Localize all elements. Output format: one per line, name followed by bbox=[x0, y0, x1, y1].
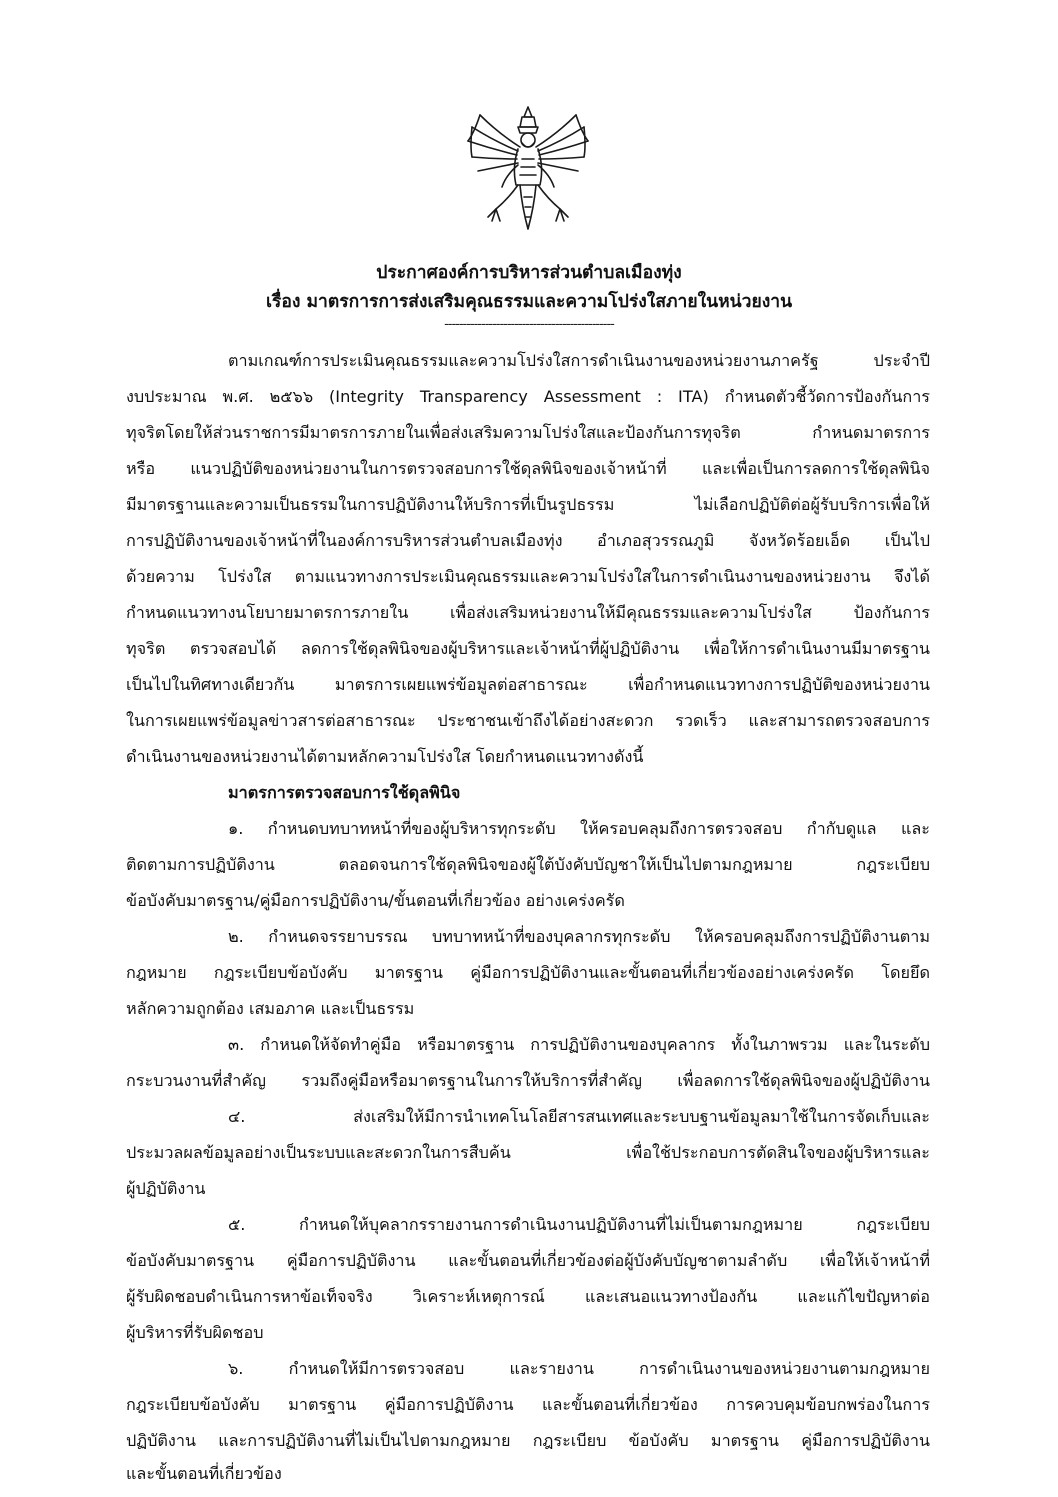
announcement-subject: เรื่อง มาตรการการส่งเสริมคุณธรรมและความโปร่งใสภายในหน่วยงาน bbox=[265, 292, 793, 312]
intro-line: หรือ แนวปฏิบัติของหน่วยงานในการตรวจสอบการใช้ดุลพินิจของเจ้าหน้าที่ และเพื่อเป็นการลดการใช้ดุลพินิจ bbox=[126, 459, 930, 478]
item-6-line: ปฏิบัติงาน และการปฏิบัติงานที่ไม่เป็นไปตามกฎหมาย กฎระเบียบ ข้อบังคับ มาตรฐาน คู่มือการปฏิบัติงาน bbox=[126, 1431, 930, 1450]
item-4-line: ประมวลผลข้อมูลอย่างเป็นระบบและสะดวกในการสืบค้น เพื่อใช้ประกอบการตัดสินใจของผู้บริหารและ bbox=[126, 1143, 930, 1162]
item-2-line: กฎหมาย กฎระเบียบข้อบังคับ มาตรฐาน คู่มือการปฏิบัติงานและขั้นตอนที่เกี่ยวข้องอย่างเคร่งครัด โดยยึด bbox=[126, 963, 930, 982]
item-4-line: ผู้ปฏิบัติงาน bbox=[126, 1179, 206, 1198]
item-2-line: หลักความถูกต้อง เสมอภาค และเป็นธรรม bbox=[126, 999, 415, 1018]
item-4-line: ๔. ส่งเสริมให้มีการนำเทคโนโลยีสารสนเทศและระบบฐานข้อมูลมาใช้ในการจัดเก็บและ bbox=[228, 1107, 930, 1126]
item-3-line: ๓. กำหนดให้จัดทำคู่มือ หรือมาตรฐาน การปฏิบัติงานของบุคลากร ทั้งในภาพรวม และในระดับ bbox=[228, 1035, 930, 1054]
item-3-line: กระบวนงานที่สำคัญ รวมถึงคู่มือหรือมาตรฐานในการให้บริการที่สำคัญ เพื่อลดการใช้ดุลพินิจของผู้ปฏิบัติงาน bbox=[126, 1071, 930, 1090]
item-5-line: ผู้รับผิดชอบดำเนินการหาข้อเท็จจริง วิเคราะห์เหตุการณ์ และเสนอแนวทางป้องกัน และแก้ไขปัญหาต่อ bbox=[126, 1287, 930, 1306]
intro-line: ดำเนินงานของหน่วยงานได้ตามหลักความโปร่งใส โดยกำหนดแนวทางดังนี้ bbox=[126, 747, 644, 766]
garuda-emblem-icon bbox=[462, 103, 594, 233]
intro-line: ทุจริต ตรวจสอบได้ ลดการใช้ดุลพินิจของผู้บริหารและเจ้าหน้าที่ผู้ปฏิบัติงาน เพื่อให้การดำเนินงานมีมาตรฐาน bbox=[126, 639, 930, 658]
item-5-line: ข้อบังคับมาตรฐาน คู่มือการปฏิบัติงาน และขั้นตอนที่เกี่ยวข้องต่อผู้บังคับบัญชาตามลำดับ เพื่อให้เจ้าหน้าที่ bbox=[126, 1251, 930, 1270]
announcement-title: ประกาศองค์การบริหารส่วนตำบลเมืองทุ่ง bbox=[376, 263, 682, 283]
item-6-line: ๖. กำหนดให้มีการตรวจสอบ และรายงาน การดำเนินงานของหน่วยงานตามกฎหมาย bbox=[228, 1359, 930, 1378]
item-1-line: ๑. กำหนดบทบาทหน้าที่ของผู้บริหารทุกระดับ ให้ครอบคลุมถึงการตรวจสอบ กำกับดูแล และ bbox=[228, 819, 930, 838]
intro-line: ทุจริตโดยให้ส่วนราชการมีมาตรการภายในเพื่อส่งเสริมความโปร่งใสและป้องกันการทุจริต กำหนดมาตรการ bbox=[126, 423, 930, 442]
intro-line: การปฏิบัติงานของเจ้าหน้าที่ในองค์การบริหารส่วนตำบลเมืองทุ่ง อำเภอสุวรรณภูมิ จังหวัดร้อยเอ็ด เป็นไป bbox=[126, 531, 930, 550]
intro-line: ตามเกณฑ์การประเมินคุณธรรมและความโปร่งใสการดำเนินงานของหน่วยงานภาครัฐ ประจำปี bbox=[228, 351, 930, 370]
intro-line: ด้วยความ โปร่งใส ตามแนวทางการประเมินคุณธรรมและความโปร่งใสในการดำเนินงานของหน่วยงาน จึงได้ bbox=[126, 567, 930, 586]
item-6-line: และขั้นตอนที่เกี่ยวข้อง bbox=[126, 1464, 282, 1483]
intro-line: มีมาตรฐานและความเป็นธรรมในการปฏิบัติงานให้บริการที่เป็นรูปธรรม ไม่เลือกปฏิบัติต่อผู้รับบริการเพื่อให้ bbox=[126, 495, 930, 514]
intro-line: ในการเผยแพร่ข้อมูลข่าวสารต่อสาธารณะ ประชาชนเข้าถึงได้อย่างสะดวก รวดเร็ว และสามารถตรวจสอบการ bbox=[126, 711, 930, 730]
title-separator: ---------------------------------------------- bbox=[444, 317, 614, 332]
item-2-line: ๒. กำหนดจรรยาบรรณ บทบาทหน้าที่ของบุคลากรทุกระดับ ให้ครอบคลุมถึงการปฏิบัติงานตาม bbox=[228, 927, 930, 946]
item-1-line: ข้อบังคับมาตรฐาน/คู่มือการปฏิบัติงาน/ขั้นตอนที่เกี่ยวข้อง อย่างเคร่งครัด bbox=[126, 891, 625, 910]
intro-line: งบประมาณ พ.ศ. ๒๕๖๖ (Integrity Transparency Assessment : ITA) กำหนดตัวชี้วัดการป้องกันการ bbox=[126, 387, 930, 406]
intro-line: กำหนดแนวทางนโยบายมาตรการภายใน เพื่อส่งเสริมหน่วยงานให้มีคุณธรรมและความโปร่งใส ป้องกันการ bbox=[126, 603, 930, 622]
item-1-line: ติดตามการปฏิบัติงาน ตลอดจนการใช้ดุลพินิจของผู้ใต้บังคับบัญชาให้เป็นไปตามกฎหมาย กฎระเบียบ bbox=[126, 855, 930, 874]
intro-line: เป็นไปในทิศทางเดียวกัน มาตรการเผยแพร่ข้อมูลต่อสาธารณะ เพื่อกำหนดแนวทางการปฏิบัติของหน่วยงาน bbox=[126, 675, 930, 694]
section-heading: มาตรการตรวจสอบการใช้ดุลพินิจ bbox=[228, 783, 461, 802]
item-5-line: ๕. กำหนดให้บุคลากรรายงานการดำเนินงานปฏิบัติงานที่ไม่เป็นตามกฎหมาย กฎระเบียบ bbox=[228, 1215, 930, 1234]
item-6-line: กฎระเบียบข้อบังคับ มาตรฐาน คู่มือการปฏิบัติงาน และขั้นตอนที่เกี่ยวข้อง การควบคุมข้อบกพร่องในการ bbox=[126, 1395, 930, 1414]
item-5-line: ผู้บริหารที่รับผิดชอบ bbox=[126, 1323, 264, 1342]
